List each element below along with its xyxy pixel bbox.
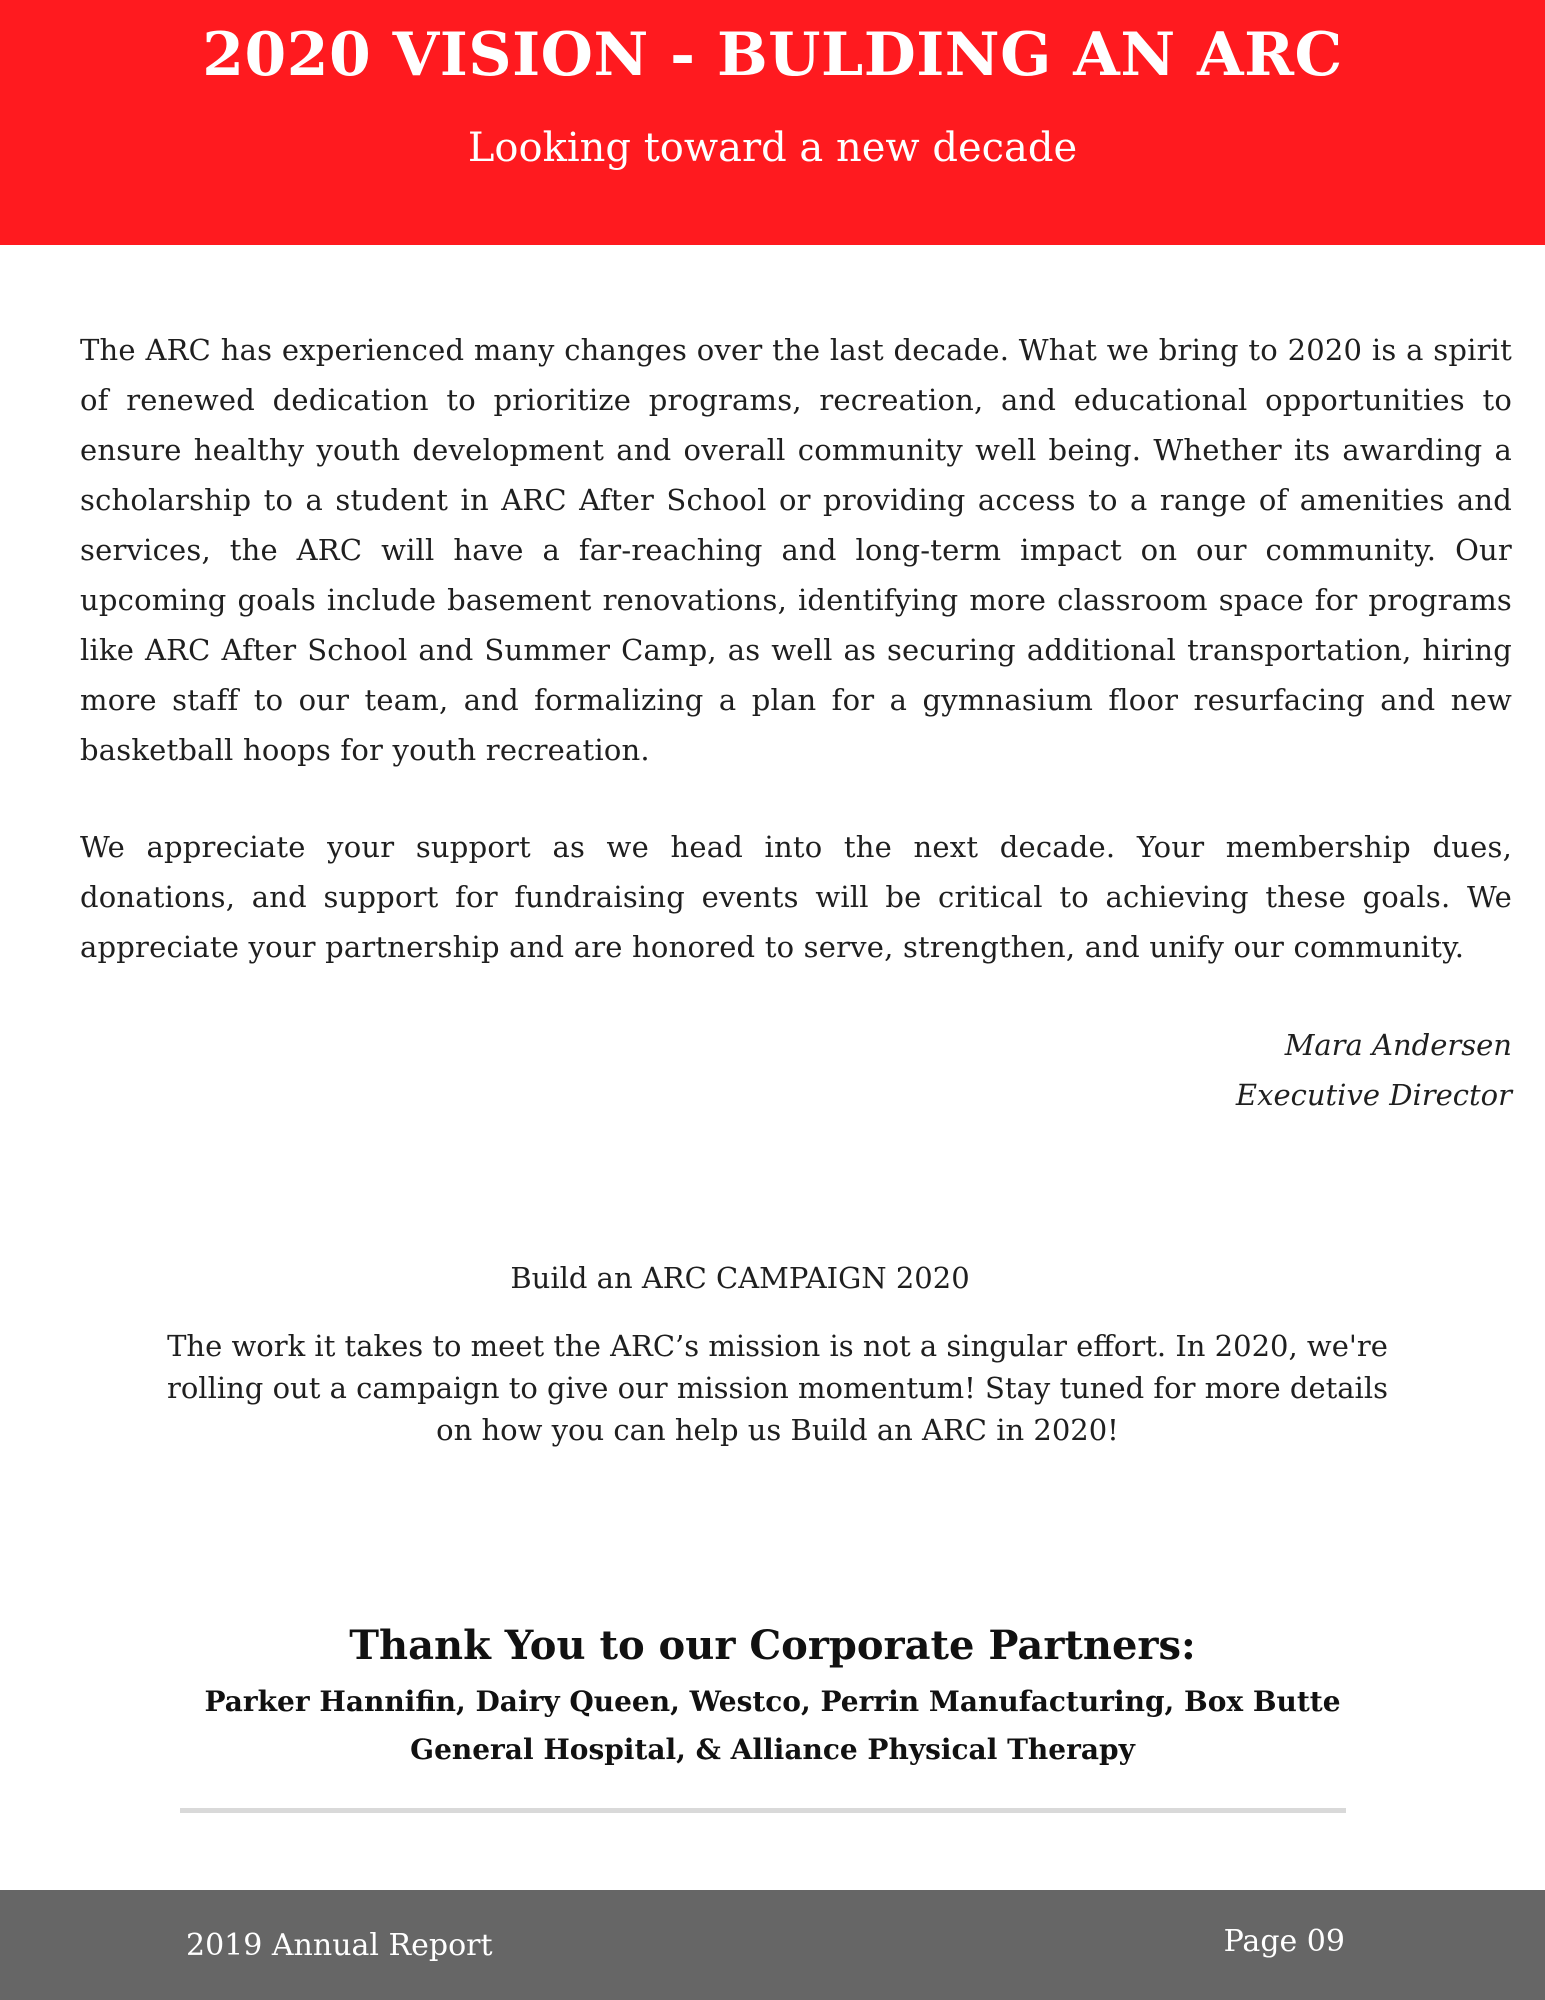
campaign-text: The work it takes to meet the ARC’s mission is not a singular effort. In 2020, we're rolling out a campaign to give our mission momentum! Stay tuned for more details on how you can help us Build an ARC in 2020! [166, 1329, 1388, 1447]
partners-title: Thank You to our Corporate Partners: [349, 1622, 1196, 1669]
page-footer [0, 1890, 1545, 2000]
section-divider [180, 1808, 1346, 1813]
letter-paragraph-1: The ARC has experienced many changes over the last decade. What we bring to 2020 is a spirit of renewed dedication to prioritize programs, recreation, and educational opportunities to ensure healthy youth development and overall community well being. Whether its awarding a scholarship to a student in ARC After School or providing access to a range of amenities and services, the ARC will have a far-reaching and long-term impact on our community. Our upcoming goals include basement renovations, identifying more classroom space for programs like ARC After School and Summer Camp, as well as securing additional transportation, hiring more staff to our team, and formalizing a plan for a gymnasium floor resurfacing and new basketball hoops for youth recreation. [80, 333, 1512, 767]
footer-page-number: Page 09 [1223, 1924, 1345, 1959]
footer-report-label: 2019 Annual Report [186, 1928, 493, 1963]
letter-paragraph-2: We appreciate your support as we head into the next decade. Your membership dues, donations, and support for fundraising events will be critical to achieving these goals. We appreciate your partnership and are honored to serve, strengthen, and unify our community. [80, 830, 1512, 964]
page-subtitle: Looking toward a new decade [467, 125, 1078, 171]
signature-title: Executive Director [1235, 1078, 1512, 1112]
signature-name: Mara Andersen [1284, 1028, 1512, 1062]
campaign-title: Build an ARC CAMPAIGN 2020 [510, 1261, 970, 1295]
partners-list: Parker Hannifin, Dairy Queen, Westco, Perrin Manufacturing, Box Butte General Hospital, & Alliance Physical Therapy [204, 1685, 1341, 1766]
page-title: 2020 VISION - BULDING AN ARC [202, 20, 1343, 90]
page-header [0, 0, 1545, 245]
